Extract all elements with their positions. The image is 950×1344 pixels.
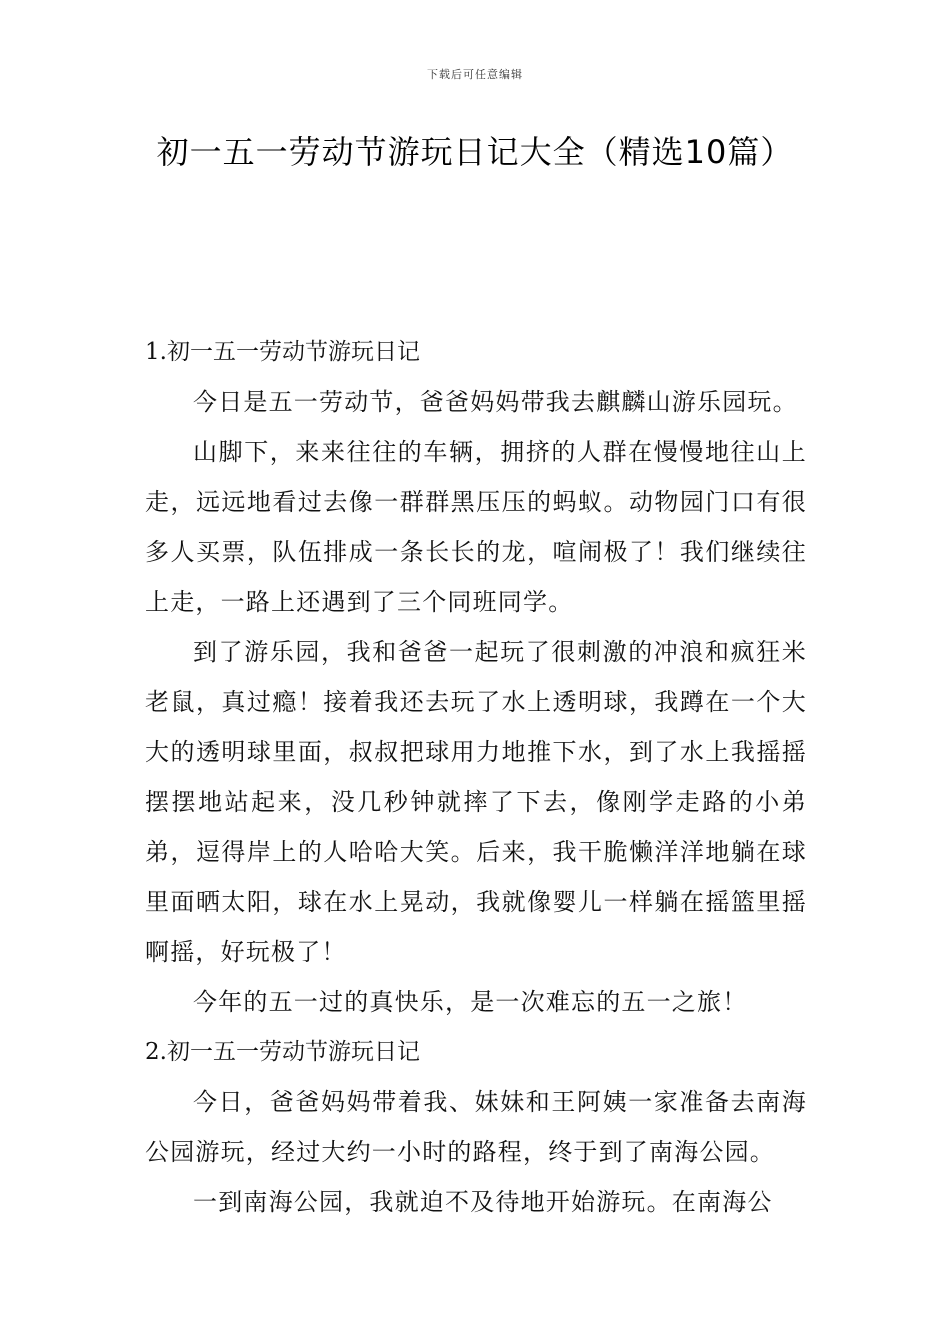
header-note: 下载后可任意编辑 [427, 68, 523, 81]
diary-section [145, 327, 807, 1027]
paragraph: 一到南海公园，我就迫不及待地开始游玩。在南海公 [193, 1188, 773, 1216]
section-heading: 1.初一五一劳动节游玩日记 [145, 339, 420, 365]
document-body [145, 327, 807, 1227]
paragraph: 今日是五一劳动节，爸爸妈妈带我去麒麟山游乐园玩。 [193, 388, 798, 416]
section-heading: 2.初一五一劳动节游玩日记 [145, 1039, 420, 1065]
paragraph: 今日，爸爸妈妈带着我、妹妹和王阿姨一家准备去南海公园游玩，经过大约一小时的路程，终于到了南海公园。 [145, 1088, 807, 1166]
paragraph: 到了游乐园，我和爸爸一起玩了很刺激的冲浪和疯狂米老鼠，真过瘾！接着我还去玩了水上透明球，我蹲在一个大大的透明球里面，叔叔把球用力地推下水，到了水上我摇摇摆摆地站起来，没几秒钟就摔了下去，像刚学走路的小弟弟，逗得岸上的人哈哈大笑。后来，我干脆懒洋洋地躺在球里面晒太阳，球在水上晃动，我就像婴儿一样躺在摇篮里摇啊摇，好玩极了！ [145, 638, 807, 966]
diary-section [145, 1027, 807, 1227]
paragraph: 今年的五一过的真快乐，是一次难忘的五一之旅！ [193, 988, 748, 1016]
document-title: 初一五一劳动节游玩日记大全（精选10篇） [156, 133, 794, 171]
paragraph: 山脚下，来来往往的车辆，拥挤的人群在慢慢地往山上走，远远地看过去像一群群黑压压的蚂蚁。动物园门口有很多人买票，队伍排成一条长长的龙，喧闹极了！我们继续往上走，一路上还遇到了三个同班同学。 [145, 438, 807, 616]
